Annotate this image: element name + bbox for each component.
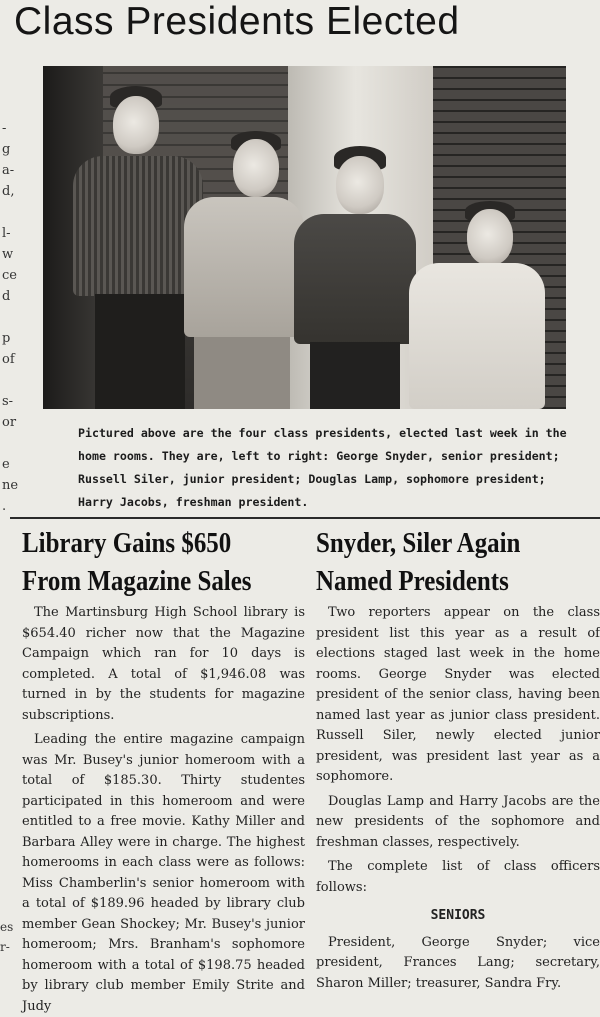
presidents-paragraph: Two reporters appear on the class president list this year as a result of elections staged last week in the home rooms. George Snyder was elected president of the senior class, having been named last year as junior class president. Russell Siler, newly elected junior president, was president last year as a sophomore.	[316, 605, 600, 784]
presidents-headline-line1: Snyder, Siler Again	[316, 527, 521, 559]
library-headline-line1: Library Gains $650	[22, 527, 232, 559]
fragment	[2, 307, 16, 328]
presidents-body	[316, 603, 600, 994]
fragment: p	[2, 331, 11, 346]
fragment: or	[2, 415, 17, 430]
fragment: .	[2, 499, 7, 514]
photo-person-douglas-lamp	[288, 146, 418, 409]
fragment: d,	[2, 184, 15, 199]
seniors-officers: President, George Snyder; vice president, Frances Lang; secretary, Sharon Miller; treasurer, Sandra Fry.	[316, 934, 600, 991]
photo-caption: Pictured above are the four class presidents, elected last week in the home rooms. They are, left to right: George Snyder, senior president; Russell Siler, junior president; Douglas Lamp, sophomore president; Harry Jacobs, freshman president.	[78, 426, 567, 509]
fragment: -	[2, 121, 7, 136]
library-body	[22, 603, 305, 1017]
fragment: e	[2, 457, 10, 472]
fragment: es	[0, 920, 14, 934]
presidents-article	[316, 527, 600, 994]
library-article	[22, 527, 305, 1017]
fragment	[2, 433, 16, 454]
adjacent-column-fragments-bottom	[0, 918, 16, 958]
presidents-paragraph: Douglas Lamp and Harry Jacobs are the new presidents of the sophomore and freshman classes, respectively.	[316, 793, 600, 850]
class-presidents-photo	[43, 66, 566, 409]
adjacent-column-fragments	[2, 118, 19, 517]
fragment: s-	[2, 394, 14, 409]
fragment: ne	[2, 478, 19, 493]
fragment	[2, 370, 16, 391]
presidents-paragraph: The complete list of class officers follows:	[316, 859, 600, 895]
fragment: l-	[2, 226, 11, 241]
fragment: ce	[2, 268, 17, 283]
fragment: d	[2, 289, 11, 304]
section-divider	[10, 517, 600, 519]
photo-person-harry-jacobs	[403, 201, 548, 409]
library-paragraph: The Martinsburg High School library is $654.40 richer now that the Magazine Campaign which ran for 10 days is completed. A total of $1,946.08 was turned in by the students for magazine subscriptions.	[22, 605, 305, 723]
fragment	[2, 202, 16, 223]
fragment: r-	[0, 940, 10, 954]
library-headline-line2: From Magazine Sales	[22, 565, 252, 597]
library-paragraph: Leading the entire magazine campaign was Mr. Busey's junior homeroom with a total of $185.30. Thirty studentes participated in this homeroom and were entitled to a free movie. Kathy Miller and Barbara Alley were in charge. The highest homerooms in each class were as follows: Miss Chamberlin's senior homeroom with a total of $189.96 headed by library club member Gean Shockey; Mr. Busey's junior homeroom; Mrs. Branham's sophomore homeroom with a total of $198.75 headed by library club member Emily Strite and Judy	[22, 732, 305, 1014]
fragment: of	[2, 352, 15, 367]
seniors-heading: SENIORS	[430, 908, 486, 923]
presidents-headline-line2: Named Presidents	[316, 565, 509, 597]
fragment: w	[2, 247, 14, 262]
fragment: g	[2, 142, 11, 157]
page-title: Class Presidents Elected	[14, 0, 460, 43]
fragment: a-	[2, 163, 15, 178]
